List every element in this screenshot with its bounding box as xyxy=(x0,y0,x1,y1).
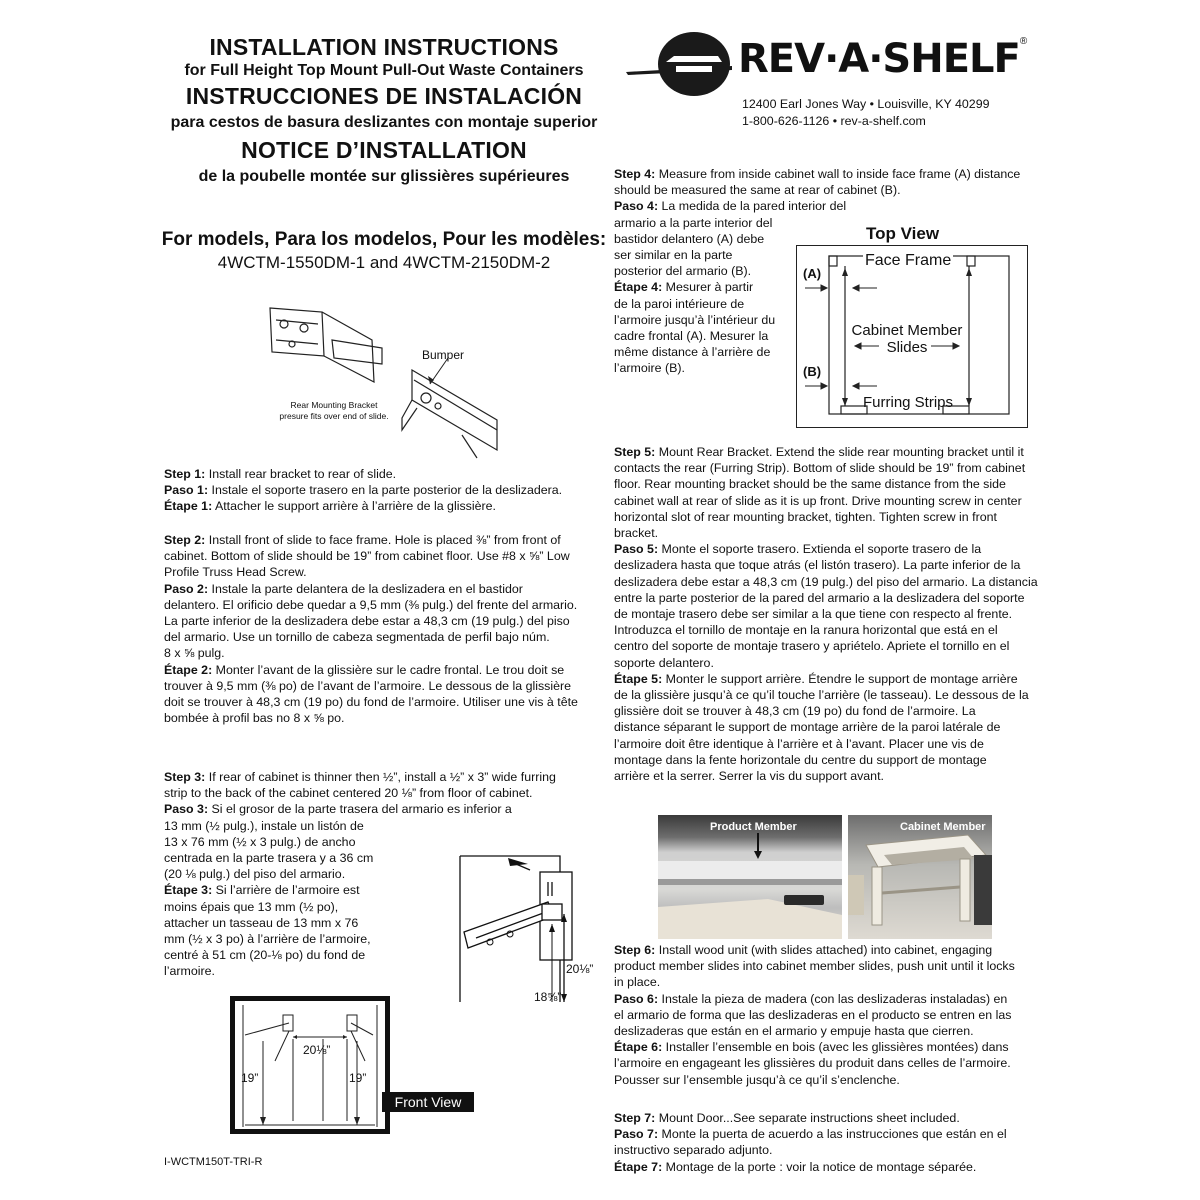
step5-fr-line: glissière doit se trouver à 48,3 cm (19 po) du fond de l’armoire. La xyxy=(614,704,976,719)
address xyxy=(742,96,989,129)
step4-fr-line: l’armoire jusqu’à l’intérieur du xyxy=(614,312,776,327)
step4-fr-line: Mesurer à partir xyxy=(665,280,754,295)
cabinet-member-label: Cabinet Member xyxy=(900,821,986,833)
step4-fr-line: même distance à l’arrière de xyxy=(614,345,771,360)
models-value: 4WCTM-1550DM-1 and 4WCTM-2150DM-2 xyxy=(217,253,551,272)
step5-fr-line: Monter le support arrière. Étendre le support de montage arrière xyxy=(665,671,1018,686)
label-a: (A) xyxy=(803,266,822,281)
step5-en-line: contacts the rear (Furring Strip). Bottom of slide should be 19” from cabinet xyxy=(614,461,1026,476)
step3-fr-line: attacher un tasseau de 13 mm x 76 xyxy=(164,915,359,930)
step2-fr-line: bombée à profil bas no 8 x ⅝ po. xyxy=(164,711,345,726)
step6-fr-line: l’armoire en engageant les glissières du produit dans celles de l’armoire. xyxy=(614,1056,1011,1071)
subtitle-en: for Full Height Top Mount Pull-Out Waste Containers xyxy=(184,62,584,79)
registered-mark: ® xyxy=(1019,36,1028,47)
title-fr: NOTICE D’INSTALLATION xyxy=(241,137,527,163)
step4-en-line: Measure from inside cabinet wall to inside face frame (A) distance xyxy=(658,167,1021,181)
front-dim-left: 19” xyxy=(241,1071,259,1085)
front-dim-right: 19” xyxy=(349,1071,367,1085)
subtitle-es: para cestos de basura deslizantes con montaje superior xyxy=(170,114,598,131)
step5-es-line: Introduzca el tornillo de montaje en la ranura horizontal que está en el xyxy=(614,623,998,638)
step4-es-line: bastidor delantero (A) debe xyxy=(614,231,765,246)
step2-en-line: cabinet. Bottom of slide should be 19” from cabinet floor. Use #8 x ⅝” Low xyxy=(164,549,570,564)
step5-fr-line: montage dans la fente horizontale du centre du support de montage xyxy=(614,752,987,767)
photo-cabinet-member xyxy=(848,815,992,939)
step5-en-line: Mount Rear Bracket. Extend the slide rear mounting bracket until it xyxy=(658,445,1024,459)
step4-es-line: ser similar en la parte xyxy=(614,248,733,263)
furring-strip-illustration xyxy=(456,852,596,1012)
step5-es-label: Paso 5: xyxy=(614,542,659,557)
step3-fr-line: moins épais que 13 mm (½ po), xyxy=(164,899,339,914)
step4-fr-line: cadre frontal (A). Mesurer la xyxy=(614,329,769,344)
step4-es-line: La medida de la pared interior del xyxy=(661,199,847,214)
furring-strips-label: Furring Strips xyxy=(863,394,954,411)
step2-fr-label: Étape 2: xyxy=(164,662,213,677)
step3-fr-line: Si l’arrière de l’armoire est xyxy=(215,883,360,898)
step7-es-line: instructivo separado adjunto. xyxy=(614,1143,773,1158)
step5-en-line: horizontal slot of rear mounting bracket, tighten. Tighten screw in front xyxy=(614,509,997,524)
figure-furring-side xyxy=(456,852,596,1012)
step1-es: Instale el soporte trasero en la parte posterior de la deslizadera. xyxy=(211,483,563,498)
address-line2: 1-800-626-1126 • rev-a-shelf.com xyxy=(742,113,926,128)
brand-logo xyxy=(622,28,1028,102)
step1-fr: Attacher le support arrière à l’arrière de la glissière. xyxy=(214,499,496,514)
step6-es-label: Paso 6: xyxy=(614,991,659,1006)
step3-es-line: 13 mm (½ pulg.), instale un listón de xyxy=(164,818,364,833)
step6-fr-label: Étape 6: xyxy=(614,1040,663,1055)
step2-en-label: Step 2: xyxy=(164,533,206,547)
cabinet-member-label xyxy=(845,322,969,356)
step5-es-line: entre la parte posterior de la pared del armario a la deslizadera del soporte xyxy=(614,590,1025,605)
front-dim-center: 20⅛” xyxy=(303,1043,331,1057)
step6-en-line: product member slides into cabinet member slides, push unit until it locks xyxy=(614,959,1015,974)
step2-es-line: 8 x ⅝ pulg. xyxy=(164,646,225,661)
step2-en-line: Profile Truss Head Screw. xyxy=(164,565,307,580)
header xyxy=(150,34,618,189)
step-6 xyxy=(614,942,1015,1088)
step5-fr-line: de la glissière jusqu’à ce qu’il touche l’arrière (le tasseau). Le dessous de la xyxy=(614,688,1029,703)
step7-es-label: Paso 7: xyxy=(614,1127,659,1142)
dim-20-1-8: 20⅛” xyxy=(566,962,594,976)
step5-en-line: floor. Rear mounting bracket should be the same distance from the side xyxy=(614,477,1006,492)
models-label: For models, Para los modelos, Pour les modèles: xyxy=(161,229,607,250)
step5-en-line: bracket. xyxy=(614,526,659,541)
step6-en-line: in place. xyxy=(614,975,661,990)
step3-es-line: Si el grosor de la parte trasera del armario es inferior a xyxy=(211,802,512,817)
step4-es-label: Paso 4: xyxy=(614,199,659,214)
document-code: I-WCTM150T-TRI-R xyxy=(164,1156,263,1168)
step4-fr-line: de la paroi intérieure de xyxy=(614,296,745,311)
step5-fr-line: distance séparant le support de montage arrière de la paroi latérale de xyxy=(614,720,1001,735)
step5-es-line: Monte el soporte trasero. Extienda el soporte trasero de la xyxy=(661,542,982,557)
step2-fr-line: Monter l’avant de la glissière sur le cadre frontal. Le trou doit se xyxy=(215,662,565,677)
step6-es-line: Instale la pieza de madera (con las deslizaderas instaladas) en xyxy=(661,991,1008,1006)
step3-en-label: Step 3: xyxy=(164,770,206,784)
title-en: INSTALLATION INSTRUCTIONS xyxy=(209,34,559,60)
step6-en-line: Install wood unit (with slides attached) into cabinet, engaging xyxy=(658,943,993,957)
step3-es-label: Paso 3: xyxy=(164,802,209,817)
step6-es-line: el armario de forma que las deslizaderas en el producto se entren en las xyxy=(614,1007,1012,1022)
step6-en-label: Step 6: xyxy=(614,943,656,957)
step-5 xyxy=(614,444,1038,784)
step1-es-label: Paso 1: xyxy=(164,483,209,498)
step2-es-line: La parte inferior de la deslizadera debe estar a 48,3 cm (19 pulg.) del piso xyxy=(164,614,570,629)
top-view-title: Top View xyxy=(866,224,940,243)
step3-en-line: If rear of cabinet is thinner then ½”, install a ½” x 3” wide furring xyxy=(208,770,556,784)
step-7 xyxy=(614,1110,1007,1175)
cabinet-member-photo-illustration xyxy=(848,815,992,939)
face-frame-label: Face Frame xyxy=(865,252,952,269)
product-member-photo-illustration xyxy=(658,815,842,939)
step5-es-line: centro del soporte de montaje trasero y apriételo. Apriete el tornillo en el xyxy=(614,639,1010,654)
step6-fr-line: Pousser sur l’ensemble jusqu’à ce qu’il s’enclenche. xyxy=(614,1072,900,1087)
step4-fr-label: Étape 4: xyxy=(614,280,663,295)
step6-es-line: deslizaderas que están en el armario y empuje hasta que cierren. xyxy=(614,1024,974,1039)
step4-es-line: armario a la parte interior del xyxy=(614,215,773,230)
step7-es-line: Monte la puerta de acuerdo a las instrucciones que están en el xyxy=(661,1127,1007,1142)
step5-fr-line: l’armoire doit être identique à l’arrière et à l’avant. Placer une vis de xyxy=(614,736,984,751)
title-es: INSTRUCCIONES DE INSTALACIÓN xyxy=(185,83,583,109)
models-block xyxy=(150,228,618,274)
figure-top-view xyxy=(796,245,1028,428)
step5-fr-line: arrière et la serrer. Serrer la vis du support avant. xyxy=(614,769,884,784)
step5-es-line: de montaje trasero debe ser similar a la que tiene con respecto al frente. xyxy=(614,607,1013,622)
step2-en-line: Install front of slide to face frame. Hole is placed ⅜” from front of xyxy=(208,533,561,547)
step1-en: Install rear bracket to rear of slide. xyxy=(208,467,397,481)
bumper-label: Bumper xyxy=(422,348,465,362)
step2-es-line: del armario. Use un tornillo de cabeza segmentada de perfil bajo núm. xyxy=(164,630,550,645)
step3-es-line: (20 ⅛ pulg.) del piso del armario. xyxy=(164,867,346,882)
slides-text: Slides xyxy=(886,339,928,356)
step2-fr-line: doit se trouver à 48,3 cm (19 po) du fond de l’armoire. Utiliser une vis à tête xyxy=(164,695,578,710)
step2-es-line: Instale la parte delantera de la deslizadera en el bastidor xyxy=(211,581,523,596)
figure-rear-bracket xyxy=(262,300,502,460)
bracket-caption-line1: Rear Mounting Bracket xyxy=(290,400,378,410)
step3-es-line: 13 x 76 mm (½ x 3 pulg.) de ancho xyxy=(164,834,356,849)
step5-es-line: deslizadera debe estar a 48,3 cm (19 pulg.) del piso del armario. La distancia xyxy=(614,574,1038,589)
step6-fr-line: Installer l’ensemble en bois (avec les glissières montées) dans xyxy=(665,1040,1009,1055)
step7-fr: Montage de la porte : voir la notice de montage séparée. xyxy=(665,1159,977,1174)
step7-en: Mount Door...See separate instructions sheet included. xyxy=(658,1111,960,1125)
step7-fr-label: Étape 7: xyxy=(614,1159,663,1174)
step5-en-label: Step 5: xyxy=(614,445,656,459)
step5-es-line: soporte delantero. xyxy=(614,655,714,670)
step3-fr-line: centré à 51 cm (20-⅛ po) du fond de xyxy=(164,948,366,963)
step7-en-label: Step 7: xyxy=(614,1111,656,1125)
step5-en-line: cabinet wall at rear of slide as it is up front. Drive mounting screw in center xyxy=(614,493,1022,508)
step1-fr-label: Étape 1: xyxy=(164,499,213,514)
address-line1: 12400 Earl Jones Way • Louisville, KY 40299 xyxy=(742,97,990,111)
photo-product-member xyxy=(658,815,842,939)
logo-mark-icon xyxy=(622,28,742,102)
bracket-caption-line2: presure fits over end of slide. xyxy=(279,411,389,421)
step2-es-label: Paso 2: xyxy=(164,581,209,596)
step5-es-line: deslizadera hasta que toque atrás (el listón trasero). La parte inferior de la xyxy=(614,558,1021,573)
step4-en-label: Step 4: xyxy=(614,167,656,181)
step2-fr-line: trouver à 9,5 mm (⅜ po) de l’avant de l’armoire. Le dessous de la glissière xyxy=(164,678,572,693)
cabinet-member-text: Cabinet Member xyxy=(851,322,963,339)
step5-fr-label: Étape 5: xyxy=(614,671,663,686)
subtitle-fr: de la poubelle montée sur glissières supérieures xyxy=(198,168,570,185)
step3-fr-line: mm (½ x 3 po) à l’arrière de l’armoire, xyxy=(164,932,371,947)
step4-fr-line: l’armoire (B). xyxy=(614,361,685,376)
step1-en-label: Step 1: xyxy=(164,467,206,481)
step3-fr-label: Étape 3: xyxy=(164,883,213,898)
bracket-caption xyxy=(264,400,404,422)
step3-fr-line: l’armoire. xyxy=(164,964,215,979)
label-b: (B) xyxy=(803,364,822,379)
dim-18-5-8: 18⅝” xyxy=(534,990,562,1004)
step3-es-line: centrada en la parte trasera y a 36 cm xyxy=(164,851,374,866)
front-view-illustration xyxy=(235,1001,385,1129)
front-view-label: Front View xyxy=(382,1092,474,1112)
logo-text: REV·A·SHELF xyxy=(738,36,1020,82)
slide-bracket-illustration xyxy=(262,300,502,460)
step2-es-line: delantero. El orificio debe quedar a 9,5 mm (⅜ pulg.) del frente del armario. xyxy=(164,597,578,612)
step-1 xyxy=(164,466,562,515)
step4-en-line: should be measured the same at rear of cabinet (B). xyxy=(614,183,901,198)
figure-front-view xyxy=(230,996,390,1134)
step3-en-line: strip to the back of the cabinet centered 20 ⅛” from floor of cabinet. xyxy=(164,786,533,801)
product-member-label: Product Member xyxy=(710,821,797,833)
step-2 xyxy=(164,532,578,726)
step4-es-line: posterior del armario (B). xyxy=(614,264,752,279)
